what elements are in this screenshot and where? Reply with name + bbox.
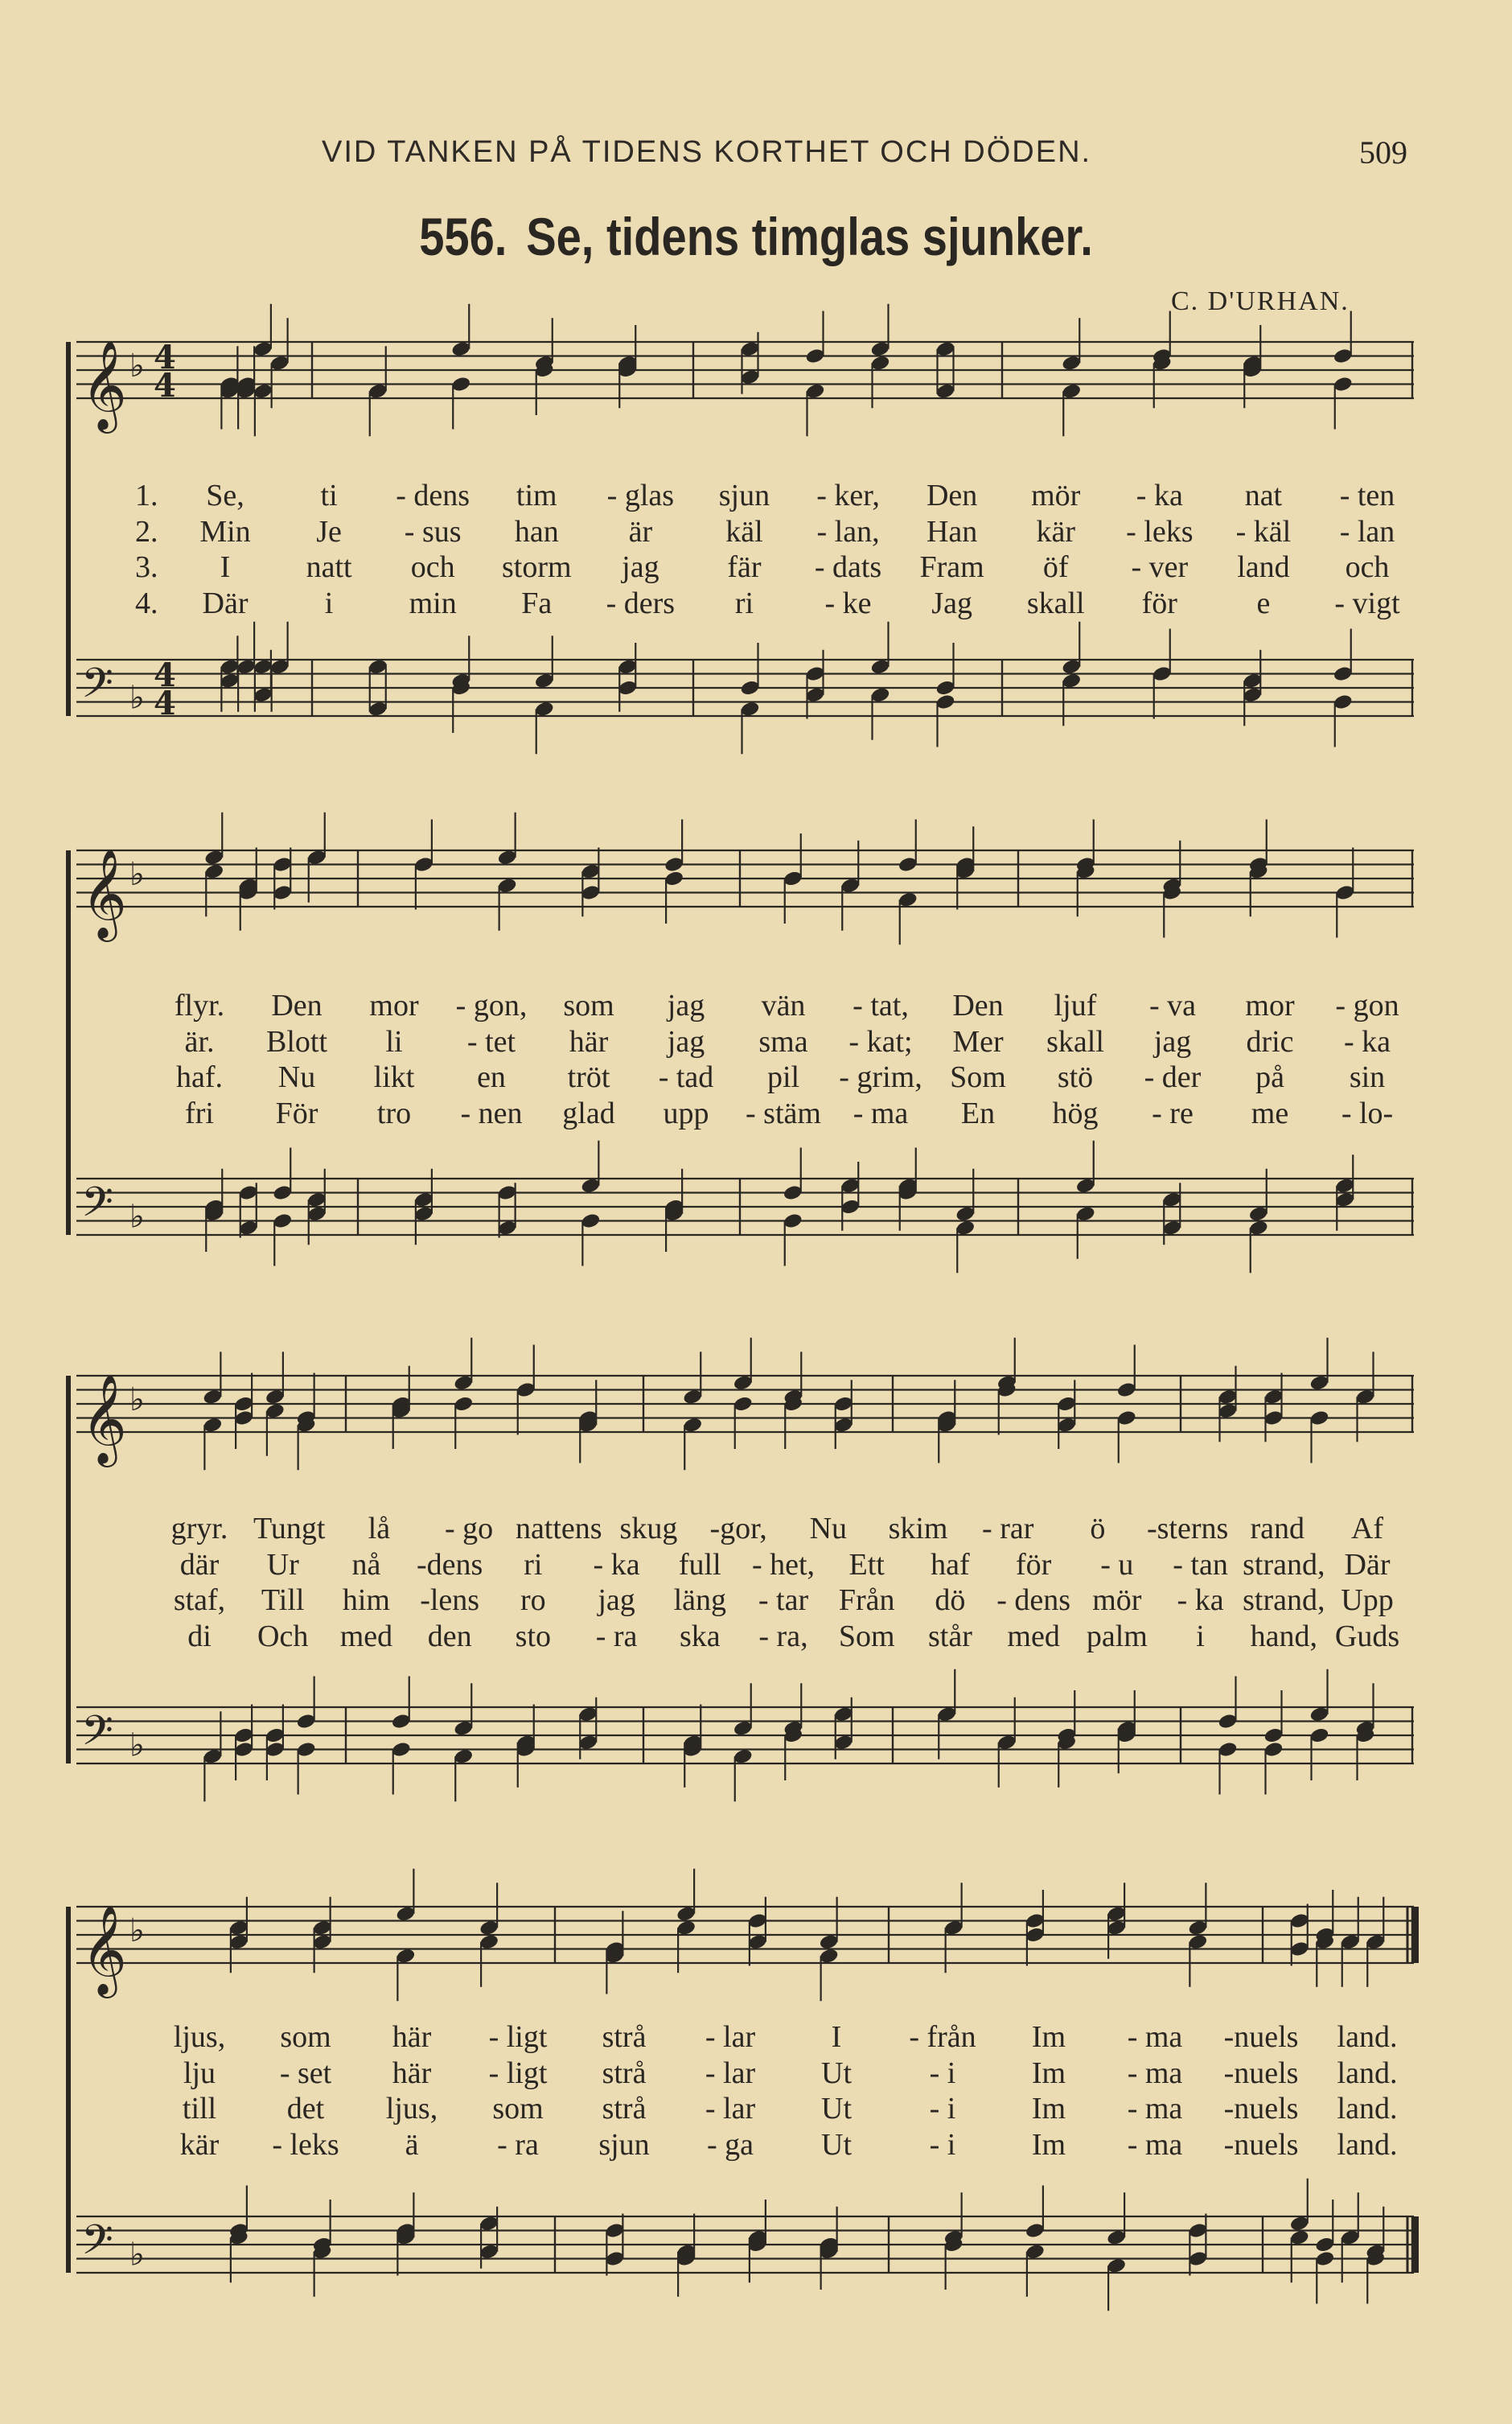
lyric-syllable: - vigt <box>1334 586 1400 620</box>
lyric-syllable: ö <box>1090 1512 1106 1545</box>
lyric-syllable: - stäm <box>746 1096 821 1130</box>
lyric-syllable: full <box>678 1547 721 1582</box>
lyric-syllable: för <box>1141 586 1177 620</box>
note-group <box>202 1338 1375 1434</box>
lyric-syllable: - rar <box>982 1512 1034 1545</box>
lyric-syllable: tro <box>376 1096 412 1130</box>
lyric-syllable: - ka <box>593 1547 640 1582</box>
treble-clef-icon: 𝄞 <box>81 340 127 430</box>
time-signature-icon: 4 <box>154 656 176 694</box>
lyric-syllable: - ka <box>1343 1024 1391 1059</box>
lyric-syllable: står <box>927 1619 972 1653</box>
bass-clef-icon: 𝄢 <box>81 1177 113 1237</box>
lyric-syllable: - lan, <box>816 514 880 549</box>
bass-clef-icon: 𝄢 <box>81 658 113 718</box>
lyric-syllable: dö <box>935 1583 966 1617</box>
bass-staff <box>76 2216 1414 2274</box>
lyric-syllable: - gon <box>1335 989 1399 1023</box>
verse-number: 4. <box>135 586 158 620</box>
note-group <box>202 1706 1375 1801</box>
lyric-syllable: - ders <box>606 586 676 620</box>
lyric-syllable: gryr. <box>171 1512 228 1545</box>
lyric-syllable: - tet <box>466 1024 516 1059</box>
lyric-syllable: mor <box>1245 989 1295 1023</box>
lyric-syllable: Till <box>261 1583 305 1617</box>
lyric-syllable: - u <box>1100 1547 1134 1582</box>
lyric-syllable: strand, <box>1243 1583 1325 1617</box>
lyric-syllable: Upp <box>1341 1583 1394 1617</box>
page-number: 509 <box>1359 134 1407 171</box>
lyric-syllable: Nu <box>809 1512 848 1545</box>
lyric-syllable: -sterns <box>1146 1512 1229 1545</box>
lyric-syllable: - från <box>909 2020 976 2054</box>
lyric-syllable: tröt <box>567 1060 610 1094</box>
time-signature-icon: 4 <box>154 367 176 405</box>
lyric-syllable: Mer <box>952 1024 1004 1059</box>
flat-icon: ♭ <box>129 2236 145 2274</box>
lyric-syllable: - lar <box>705 2092 756 2126</box>
lyric-syllable: - ke <box>824 586 872 620</box>
lyric-syllable: det <box>286 2092 325 2126</box>
bass-clef-icon: 𝄢 <box>81 1706 113 1765</box>
lyric-syllable: - ten <box>1339 479 1395 512</box>
lyric-syllable: mor <box>369 989 419 1023</box>
lyric-syllable: Han <box>926 514 978 549</box>
lyric-syllable: - ka <box>1136 479 1183 512</box>
lyric-syllable: - tat, <box>853 989 909 1023</box>
lyric-syllable: jag <box>667 989 705 1023</box>
lyric-syllable: skug <box>619 1512 678 1545</box>
lyric-syllable: Som <box>950 1060 1006 1094</box>
lyric-syllable: - leks <box>272 2127 339 2162</box>
verse-number: 2. <box>135 514 158 549</box>
lyric-syllable: Tungt <box>253 1512 326 1545</box>
lyric-syllable: Och <box>257 1619 309 1653</box>
treble-clef-icon: 𝄞 <box>81 848 127 938</box>
lyric-syllable: öf <box>1042 550 1069 584</box>
lyric-syllable: -nuels <box>1223 2092 1299 2126</box>
lyric-syllable: på <box>1255 1060 1284 1094</box>
lyric-syllable: Den <box>926 479 978 512</box>
lyric-syllable: Se, <box>206 479 244 512</box>
lyric-line-verse-2 <box>0 2056 1512 2091</box>
lyric-syllable: - va <box>1148 989 1197 1023</box>
lyric-syllable: - re <box>1152 1096 1194 1130</box>
lyric-syllable: strå <box>602 2092 647 2126</box>
lyric-syllable: fär <box>727 550 762 584</box>
lyric-syllable: likt <box>373 1060 415 1094</box>
note-group <box>203 1177 1355 1273</box>
lyric-syllable: - kat; <box>848 1024 913 1059</box>
lyric-syllable: him <box>342 1583 390 1617</box>
lyric-line-verse-2 <box>0 1547 1512 1582</box>
verse-number: 3. <box>135 550 158 584</box>
lyric-syllable: är. <box>184 1024 215 1059</box>
lyric-syllable: vän <box>761 989 806 1023</box>
note-group <box>219 340 1353 436</box>
lyric-line-verse-1 <box>0 478 1512 513</box>
lyric-syllable: Blott <box>265 1024 328 1059</box>
lyric-syllable: sma <box>758 1024 808 1059</box>
lyric-syllable: lju <box>183 2056 216 2090</box>
lyric-syllable: - lan <box>1339 514 1395 549</box>
lyric-line-verse-1 <box>0 1511 1512 1546</box>
lyric-syllable: land. <box>1337 2127 1398 2162</box>
lyric-syllable: - dens <box>396 479 470 512</box>
lyric-syllable: lå <box>368 1512 391 1545</box>
lyric-syllable: här <box>569 1024 609 1059</box>
lyric-syllable: han <box>514 514 559 549</box>
lyric-syllable: land <box>1237 550 1290 584</box>
bass-staff <box>76 1178 1414 1237</box>
lyric-syllable: och <box>410 550 455 584</box>
lyric-syllable: hand, <box>1250 1619 1317 1653</box>
lyric-syllable: som <box>492 2092 544 2126</box>
lyric-syllable: me <box>1251 1096 1289 1130</box>
lyric-syllable: Fram <box>919 550 984 584</box>
lyric-syllable: till <box>182 2092 217 2126</box>
lyric-syllable: är <box>628 514 653 549</box>
note-group <box>203 1141 1355 1237</box>
flat-icon: ♭ <box>129 1726 145 1764</box>
lyric-syllable: - glas <box>606 479 675 512</box>
lyric-syllable: -dens <box>416 1547 483 1582</box>
lyric-syllable: Ut <box>821 2127 852 2162</box>
composer: C. D'URHAN. <box>1171 286 1350 316</box>
note-group <box>228 1869 1386 1965</box>
lyric-syllable: staf, <box>173 1583 226 1617</box>
lyric-syllable: ri <box>524 1547 543 1582</box>
lyric-syllable: natt <box>306 550 352 584</box>
note-group <box>228 2215 1386 2311</box>
lyric-line-verse-2 <box>0 1024 1512 1060</box>
lyric-syllable: och <box>1345 550 1390 584</box>
lyric-syllable: flyr. <box>174 989 225 1023</box>
lyric-syllable: skall <box>1046 1024 1104 1059</box>
lyric-syllable: hög <box>1052 1096 1099 1130</box>
flat-icon: ♭ <box>129 348 145 385</box>
hymn-title-text: Se, tidens timglas sjunker. <box>526 207 1093 266</box>
verse-number: 1. <box>135 479 158 512</box>
lyric-syllable: med <box>1007 1619 1060 1653</box>
lyric-syllable: En <box>960 1096 996 1130</box>
time-signature-icon: 4 <box>154 685 176 722</box>
lyric-line-verse-4 <box>0 1619 1512 1654</box>
lyric-syllable: ska <box>679 1619 721 1653</box>
lyric-syllable: kär <box>179 2127 220 2162</box>
lyric-syllable: Im <box>1031 2092 1066 2126</box>
note-group <box>219 304 1353 400</box>
lyric-syllable: Där <box>202 586 249 620</box>
lyric-syllable: nå <box>351 1547 381 1582</box>
lyric-syllable: - i <box>929 2092 956 2126</box>
flat-icon: ♭ <box>129 679 145 717</box>
lyric-syllable: Där <box>1344 1547 1391 1582</box>
lyric-syllable: - ma <box>853 1096 909 1130</box>
lyric-syllable: ti <box>320 479 338 512</box>
lyric-syllable: e <box>1256 586 1271 620</box>
note-group <box>228 2179 1386 2268</box>
flat-icon: ♭ <box>129 856 145 893</box>
lyric-syllable: - lar <box>705 2056 756 2090</box>
lyric-syllable: - grim, <box>839 1060 922 1094</box>
lyric-syllable: - i <box>929 2127 956 2162</box>
lyric-syllable: ljuf <box>1054 989 1097 1023</box>
lyric-line-verse-3 <box>0 1060 1512 1095</box>
lyric-syllable: sjun <box>598 2127 650 2162</box>
lyric-syllable: - lo- <box>1341 1096 1394 1130</box>
lyric-syllable: - käl <box>1235 514 1292 549</box>
lyric-syllable: palm <box>1086 1619 1148 1653</box>
lyric-syllable: - ra <box>497 2127 539 2162</box>
lyric-syllable: - gon, <box>455 989 528 1023</box>
lyric-syllable: med <box>339 1619 393 1653</box>
lyric-syllable: - nen <box>460 1096 523 1130</box>
lyric-syllable: - go <box>444 1512 494 1545</box>
lyric-syllable: jag <box>1153 1024 1192 1059</box>
lyric-syllable: I <box>831 2020 842 2054</box>
lyric-syllable: käl <box>725 514 763 549</box>
lyric-syllable: Im <box>1031 2127 1066 2162</box>
note-group <box>203 849 1355 944</box>
lyric-syllable: jag <box>622 550 659 584</box>
lyric-line-verse-2 <box>0 514 1512 549</box>
lyric-line-verse-4 <box>0 586 1512 621</box>
lyric-syllable: Som <box>838 1619 895 1653</box>
lyric-syllable: - dens <box>996 1583 1071 1617</box>
lyric-syllable: upp <box>663 1096 709 1130</box>
lyric-syllable: - lar <box>705 2020 756 2054</box>
lyric-syllable: min <box>409 586 457 620</box>
lyric-syllable: här <box>392 2056 432 2090</box>
lyric-line-verse-1 <box>0 988 1512 1023</box>
lyric-syllable: - ma <box>1127 2092 1183 2126</box>
lyric-line-verse-1 <box>0 2019 1512 2055</box>
lyric-syllable: - der <box>1144 1060 1202 1094</box>
lyric-syllable: sto <box>515 1619 552 1653</box>
lyric-syllable: - ka <box>1177 1583 1224 1617</box>
lyric-syllable: - tar <box>758 1583 809 1617</box>
lyric-syllable: dric <box>1246 1024 1294 1059</box>
lyric-syllable: -gor, <box>709 1512 767 1545</box>
lyric-syllable: - tan <box>1173 1547 1228 1582</box>
lyric-syllable: Je <box>316 514 342 549</box>
lyric-syllable: - ker, <box>816 479 880 512</box>
note-group <box>219 622 1353 718</box>
lyric-syllable: ä <box>405 2127 419 2162</box>
treble-clef-icon: 𝄞 <box>81 1373 127 1463</box>
lyric-syllable: -nuels <box>1223 2127 1299 2162</box>
lyric-syllable: haf. <box>175 1060 224 1094</box>
lyric-syllable: tim <box>516 479 557 512</box>
lyric-syllable: här <box>392 2020 432 2054</box>
lyric-syllable: land. <box>1337 2020 1398 2054</box>
lyric-line-verse-4 <box>0 2127 1512 2163</box>
lyric-syllable: Ut <box>821 2092 852 2126</box>
lyric-syllable: haf <box>931 1547 970 1582</box>
lyric-syllable: - leks <box>1126 514 1194 549</box>
lyric-syllable: pil <box>766 1060 800 1094</box>
lyric-line-verse-3 <box>0 549 1512 585</box>
lyric-syllable: -lens <box>420 1583 480 1617</box>
lyric-syllable: skim <box>888 1512 948 1545</box>
lyric-syllable: Den <box>271 989 323 1023</box>
lyric-syllable: Jag <box>931 586 972 620</box>
lyric-syllable: land. <box>1337 2056 1398 2090</box>
hymn-number: 556. <box>419 207 507 266</box>
lyric-syllable: där <box>179 1547 220 1582</box>
lyric-syllable: - tad <box>658 1060 714 1094</box>
lyric-syllable: Im <box>1031 2056 1066 2090</box>
lyric-syllable: Nu <box>277 1060 316 1094</box>
lyric-syllable: glad <box>562 1096 615 1130</box>
lyric-syllable: rand <box>1250 1512 1305 1545</box>
lyric-line-verse-3 <box>0 2091 1512 2126</box>
treble-staff <box>76 1904 1414 1998</box>
lyric-syllable: nattens <box>515 1512 602 1545</box>
lyric-syllable: - set <box>279 2056 332 2090</box>
lyric-syllable: kär <box>1036 514 1075 549</box>
lyric-syllable: en <box>477 1060 506 1094</box>
lyric-syllable: - sus <box>404 514 462 549</box>
lyric-syllable: Ett <box>848 1547 885 1582</box>
lyric-syllable: - ligt <box>488 2020 548 2054</box>
lyric-syllable: i <box>1196 1619 1205 1653</box>
lyric-syllable: - het, <box>751 1547 816 1582</box>
lyric-syllable: storm <box>501 550 572 584</box>
lyric-syllable: -nuels <box>1223 2056 1299 2090</box>
lyric-syllable: För <box>275 1096 318 1130</box>
lyric-syllable: - dats <box>814 550 882 584</box>
lyric-syllable: Min <box>199 514 251 549</box>
flat-icon: ♭ <box>129 1198 145 1236</box>
lyric-syllable: som <box>563 989 614 1023</box>
flat-icon: ♭ <box>129 1912 145 1949</box>
lyric-syllable: ri <box>734 586 754 620</box>
lyric-syllable: Fa <box>521 586 553 620</box>
lyric-syllable: - ver <box>1131 550 1189 584</box>
hymn-title <box>113 206 1399 267</box>
lyric-syllable: i <box>324 586 334 620</box>
lyric-syllable: - ma <box>1127 2020 1183 2054</box>
lyric-syllable: mör <box>1092 1583 1142 1617</box>
lyric-syllable: för <box>1015 1547 1052 1582</box>
lyric-syllable: stö <box>1057 1060 1094 1094</box>
lyric-syllable: jag <box>598 1583 635 1617</box>
lyric-syllable: Im <box>1031 2020 1066 2054</box>
lyric-syllable: mör <box>1031 479 1081 512</box>
lyric-syllable: - ma <box>1127 2127 1183 2162</box>
lyric-syllable: Guds <box>1334 1619 1400 1653</box>
lyric-syllable: - ra <box>595 1619 638 1653</box>
bass-clef-icon: 𝄢 <box>81 2215 113 2274</box>
lyric-syllable: -nuels <box>1223 2020 1299 2054</box>
lyric-syllable: ljus, <box>173 2020 226 2054</box>
running-header: VID TANKEN PÅ TIDENS KORTHET OCH DÖDEN. <box>322 135 1092 169</box>
lyric-syllable: jag <box>667 1024 705 1059</box>
lyric-syllable: Ut <box>821 2056 852 2090</box>
note-group <box>203 813 1355 902</box>
lyric-syllable: nat <box>1244 479 1283 512</box>
lyric-syllable: läng <box>673 1583 726 1617</box>
lyric-syllable: skall <box>1026 586 1085 620</box>
lyric-syllable: sin <box>1349 1060 1386 1094</box>
lyric-syllable: som <box>280 2020 331 2054</box>
time-signature-icon: 4 <box>154 339 176 377</box>
lyric-syllable: - i <box>929 2056 956 2090</box>
lyric-syllable: di <box>187 1619 212 1653</box>
lyric-syllable: Från <box>838 1583 895 1617</box>
lyric-syllable: - ga <box>706 2127 754 2162</box>
lyric-syllable: strand, <box>1243 1547 1325 1582</box>
lyric-syllable: li <box>385 1024 403 1059</box>
lyric-syllable: - ma <box>1127 2056 1183 2090</box>
note-group <box>202 1669 1375 1765</box>
flat-icon: ♭ <box>129 1381 145 1418</box>
lyric-line-verse-3 <box>0 1582 1512 1618</box>
lyric-syllable: den <box>427 1619 472 1653</box>
lyric-line-verse-4 <box>0 1096 1512 1131</box>
lyric-syllable: fri <box>185 1096 214 1130</box>
treble-clef-icon: 𝄞 <box>81 1904 127 1994</box>
lyric-syllable: sjun <box>718 479 770 512</box>
lyric-syllable: - ligt <box>488 2056 548 2090</box>
lyric-syllable: ljus, <box>385 2092 438 2126</box>
lyric-syllable: land. <box>1337 2092 1398 2126</box>
lyric-syllable: ro <box>520 1583 546 1617</box>
lyric-syllable: - ra, <box>758 1619 808 1653</box>
lyric-syllable: strå <box>602 2020 647 2054</box>
lyric-syllable: I <box>220 550 231 584</box>
lyric-syllable: Den <box>952 989 1004 1023</box>
note-group <box>219 658 1353 754</box>
lyric-syllable: strå <box>602 2056 647 2090</box>
lyric-syllable: Ur <box>266 1547 299 1582</box>
lyric-syllable: Af <box>1350 1512 1384 1545</box>
